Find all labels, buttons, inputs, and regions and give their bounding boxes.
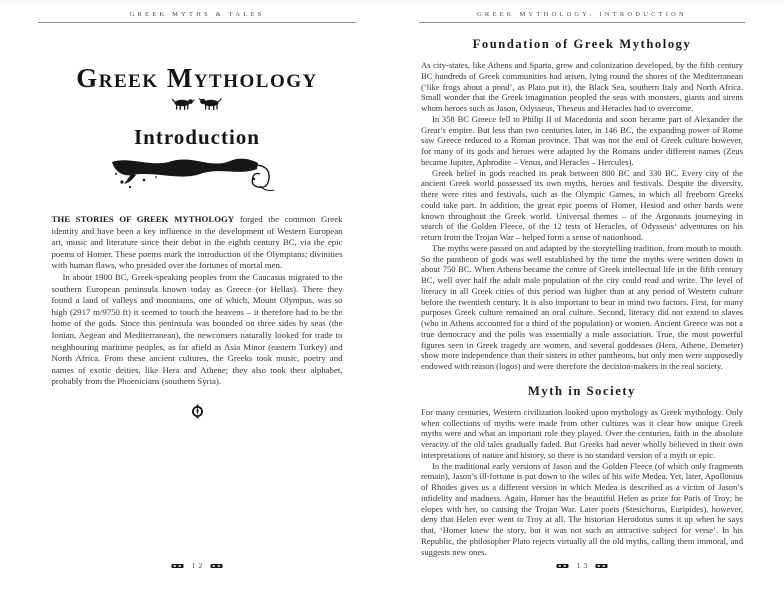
paragraph-lead-in: THE STORIES OF GREEK MYTHOLOGY <box>51 214 235 224</box>
paragraph: In the traditional early versions of Jason and the Golden Fleece (of which only fragments remain), Jason’s ill-fortune is put down to the wiles of his wife Medea. Yet, later, Apollonius of Rhodes gives us a different version in which Medea is described as a victim of Jason’s infidelity and madness. Again, Homer has the beautiful Helen as prize for Paris of Troy; he elopes with her, so causing the Trojan War. Later poets (Stesichorus, Euripides), however, deny that Helen ever went to Troy at all. The historian Herodotus sums it up when he says that, ‘Homer knew the story, but it was not such an attractive subject for verse’. In his Republic, the philosopher Plato rejects virtually all the old myths, calling them immoral, and suggests new ones. <box>421 460 743 557</box>
right-folio <box>419 561 745 570</box>
left-folio <box>38 561 356 570</box>
myth-in-society-section-text <box>421 407 743 558</box>
paragraph-text: forged the common Greek identity and have been a key influence in the development of Western European art, music and literature since their debut in the eighth century BC, via the epic poems of Homer. These poems mark the introduction of the Olympians; divinities with human flaws, who presided over the fortunes of mortal men. <box>51 214 343 271</box>
paragraph: In about 1900 BC, Greek-speaking peoples from the Caucasus migrated to the southern European peninsula known today as Greece (or Hellas). There they found a land of valleys and mountains, one of which, Mount Olympus, was so high (2917 m/9750 ft) it seemed to touch the heavens – it therefore had to be the home of the gods. Since this peninsula was bounded on three sides by seas (the Ionian, Aegean and Mediterranean), the newcomers naturally looked for trade to neighbouring maritime peoples, as far afield as Asia Minor (eastern Turkey) and North Africa. From these ancient cultures, the Greeks took music, poetry and names of exotic deities, like Hera and Athene; they also took their alphabet, probably from the Phoenicians (southern Syria). <box>51 271 343 387</box>
left-running-head: GREEK MYTHS & TALES <box>129 11 265 18</box>
section-heading-foundation: Foundation of Greek Mythology <box>472 37 692 51</box>
folio-scroll-ornament-icon <box>595 563 608 569</box>
paragraph: In 358 BC Greece fell to Philip II of Macedonia and soon became part of Alexander the Great’s empire. But less than two centuries later, in 146 BC, the expanding power of Rome saw Greece reduced to a Roman province. That was not the end of Greek culture however, for many of its gods and heroes were adapted by the Romans under different names (Zeus became Jupiter, Aphrodite – Venus, and Heracles – Hercules). <box>421 113 743 167</box>
right-head-rule <box>419 22 745 23</box>
folio-scroll-ornament-icon <box>171 563 184 569</box>
foundation-section-text <box>421 60 743 372</box>
animals-facing-ornament-icon <box>171 96 223 111</box>
ink-flourish-ornament-icon <box>108 152 286 194</box>
chapter-title: Introduction <box>134 125 260 149</box>
paragraph: As city-states, like Athens and Sparta, grew and colonization developed, by the fifth century BC hundreds of Greek communities had arisen, lying round the shores of the Mediterranean (‘like frogs about a pond’, as Plato put it), the Black Sea, southern Italy and North Africa. Small wonder that the Greek imagination peopled the seas with monsters, giants and sirens whom heroes such as Jason, Odysseus, Theseus and Heracles had to overcome. <box>421 60 743 113</box>
left-page <box>38 0 356 600</box>
paragraph <box>52 214 343 272</box>
right-running-head: GREEK MYTHOLOGY: INTRODUCTION <box>477 11 687 18</box>
right-page <box>419 0 745 600</box>
section-heading-myth-in-society: Myth in Society <box>527 383 637 398</box>
roundel-end-ornament-icon <box>191 404 204 419</box>
right-page-number: 13 <box>576 561 591 570</box>
paragraph: The myths were passed on and adapted by the storytelling tradition, from mouth to mouth. So the pantheon of gods was well established by the time the myths were written down in about 750 BC. When Athens became the centre of Greek intellectual life in the fifth century BC, well over half the adult male population of the city could read and write. The level of literacy in all Greek cities of this period was higher than at any period of Western culture before the twentieth century. It is also important to bear in mind two factors. First, for many purposes Greek culture remained an oral culture. Second, literacy did not extend to slaves (who in Athens accounted for a third of the population) or women. Ancient Greece was not a true democracy and the polis was essentially a male association. True, the most powerful figures seen in Greek tragedy are women, and several goddesses (Hera, Athene, Demeter) show more independence than their sisters in other pantheons, but only men were supposedly endowed with reason (logos) and were therefore the decision-makers in the real society. <box>421 242 743 371</box>
left-head-rule <box>38 22 356 23</box>
book-title: Greek Mythology <box>76 63 318 93</box>
left-page-number: 12 <box>191 561 206 570</box>
folio-scroll-ornament-icon <box>556 563 569 569</box>
paragraph: For many centuries, Western civilization looked upon mythology as Greek mythology. Only when collections of myths were made from other cultures was it clear how unique Greek myths were and what an important role they played. Over the centuries, faith in the absolute veracity of the old tales gradually faded. But Greeks had never wholly believed in their own interpretations of nature and history, so there is no standard version of a myth or epic. <box>421 406 743 460</box>
paragraph: Greek belief in gods reached its peak between 800 BC and 330 BC. Every city of the ancient Greek world possessed its own myths, heroes and festivals. Despite the diversity, there were rites and festivals, such as the Olympic Games, in which all freeborn Greeks could take part. In addition, the great epic poems of Homer, Hesiod and other bards were known throughout the Greek world. Universal themes – of the Argonauts journeying in search of the Golden Fleece, of the 12 tests of Heracles, of Odysseus’ adventures on his return from the Trojan War – helped form a sense of nationhood. <box>421 167 743 242</box>
folio-scroll-ornament-icon <box>210 563 223 569</box>
introduction-text <box>52 214 343 388</box>
